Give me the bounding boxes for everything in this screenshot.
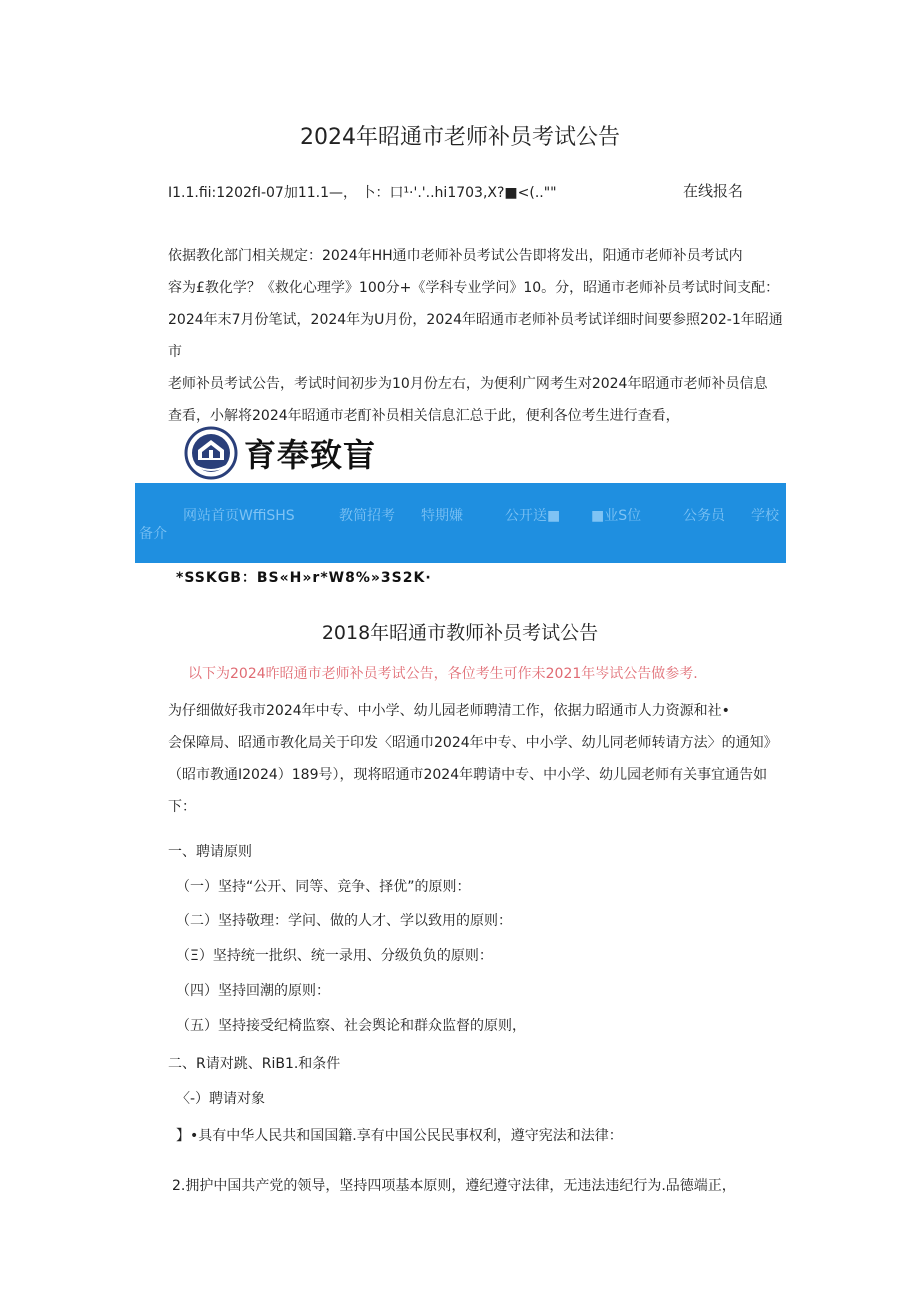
intro-line: 2024年末7月份笔试，2024年为U月份，2024年昭通市老师补员考试详细时间要参照202-1年昭通市: [168, 312, 783, 360]
intro-line: 老师补员考试公告，考试时间初步为10月份左右，为便利广网考生对2024年昭通市老师补员信息: [168, 376, 768, 392]
nav-item-intro[interactable]: 备介: [139, 526, 167, 542]
school-emblem-icon: [184, 426, 238, 480]
page-title: 2024年昭通市老师补员考试公告: [300, 125, 620, 150]
meta-line: I1.1.fii:1202fI-07加11.1—， 卜：口¹·'.'..hi1703,X?■<(.."": [168, 185, 557, 201]
nav-item-public[interactable]: 公开送■: [505, 508, 561, 524]
nav-item-recruit[interactable]: 教简招考: [339, 508, 395, 524]
intro-paragraph: [168, 240, 788, 432]
principle-item: （四）坚持回潮的原则：: [176, 983, 330, 999]
nav-item-home[interactable]: 网站首页WffiSHS: [183, 508, 295, 524]
intro-line: 依据教化部门相关规定：2024年HH通巾老师补员考试公告即将发出，阳通市老师补员考试内: [168, 248, 743, 264]
principle-item: （一）坚持“公开、同等、竞争、择优”的原则：: [176, 879, 471, 895]
nav-bar: [135, 483, 786, 563]
principle-item: （Ξ）坚持统一批织、统一录用、分级负负的原则：: [176, 948, 493, 964]
body-line: 会保障局、昭通市教化局关于印发〈昭通巾2024年中专、中小学、幼儿同老师转请方法〉的通知》: [168, 735, 778, 751]
principle-item: （二）坚持敬理：学问、做的人才、学以致用的原则：: [176, 913, 512, 929]
body-line: 下：: [168, 799, 196, 815]
requirement-item: 】•具有中华人民共和国国籍.享有中国公民民事权利，遵守宪法和法律：: [176, 1128, 623, 1144]
marquee-text: *SSKGB：BS«H»r*W8%»3S2K·: [176, 570, 432, 586]
intro-line: 查看，小解将2024年昭通市老酊补员相关信息汇总于此，便利各位考生进行查看，: [168, 408, 680, 424]
intro-line: 容为£教化学？《救化心理学》100分+《学科专业学问》10。分，昭通市老师补员考试时间支配：: [168, 280, 780, 296]
section-heading-2: 二、R请对跳、RiB1.和条件: [168, 1056, 341, 1072]
nav-item-special[interactable]: 特期嫌: [421, 508, 463, 524]
nav-item-civil[interactable]: 公务员: [683, 508, 725, 524]
body-paragraph: [168, 695, 793, 823]
section-heading-1: 一、聘请原则: [168, 844, 252, 860]
principle-item: （五）坚持接受纪椅监察、社会舆论和群众监督的原则，: [176, 1018, 526, 1034]
article-title: 2018年昭通市教师补员考试公告: [321, 622, 599, 644]
requirement-item: 2.拥护中国共产党的领导，坚持四项基本原则，遵纪遵守法律，无违法违纪行为.品德端正，: [172, 1178, 736, 1194]
body-line: （昭市教通I2024）189号），现将昭通市2024年聘请中专、中小学、幼儿园老师有关事宜通告如: [168, 767, 768, 783]
logo-text: 育奉致盲: [244, 436, 377, 474]
nav-item-unit[interactable]: ■业S位: [591, 508, 642, 524]
nav-item-school[interactable]: 学校: [751, 508, 779, 524]
body-line: 为仔细做好我市2024年中专、中小学、幼儿园老师聘清工作，依据力昭通市人力资源和社•: [168, 703, 730, 719]
register-link[interactable]: 在线报名: [683, 182, 744, 200]
sub-heading: 〈-）聘请对象: [176, 1091, 266, 1107]
site-logo[interactable]: [184, 425, 376, 481]
notice-text: 以下为2024昨昭通市老师补员考试公告，各位考生可作未2021年岑试公告做参考.: [188, 666, 698, 682]
